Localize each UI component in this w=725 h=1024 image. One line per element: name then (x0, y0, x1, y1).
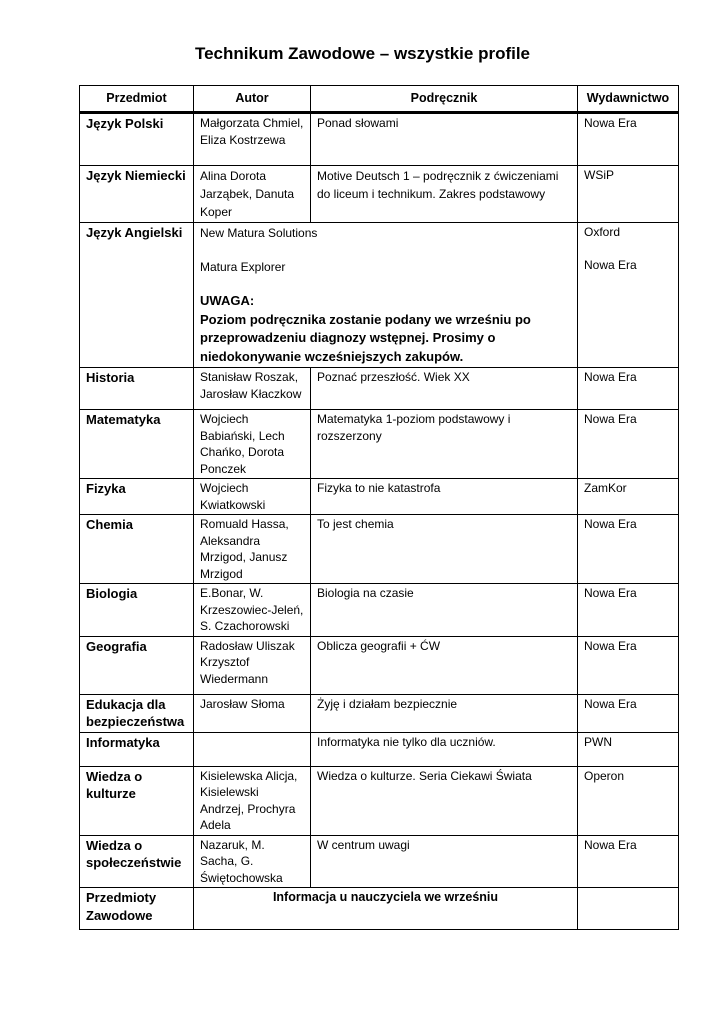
table-row (80, 479, 679, 515)
table-row (80, 694, 679, 732)
header-publisher: Wydawnictwo (578, 86, 679, 113)
subject-cell: Historia (80, 368, 194, 410)
table-row (80, 888, 679, 930)
publisher-cell: Nowa Era (578, 694, 679, 732)
notice-text: Poziom podręcznika zostanie podany we wrześniu po przeprowadzeniu diagnozy wstępnej. Prosimy o niedokonywanie wcześniejszych zakupów. (200, 311, 531, 364)
book-cell: Ponad słowami (311, 113, 578, 166)
subject-cell: Język Niemiecki (80, 166, 194, 223)
table-row (80, 223, 679, 368)
publisher-cell: Nowa Era (578, 368, 679, 410)
publisher-cell: Nowa Era (578, 636, 679, 694)
author-cell: Radosław Uliszak Krzysztof Wiedermann (194, 636, 311, 694)
author-cell: Małgorzata Chmiel, Eliza Kostrzewa (194, 113, 311, 166)
book-cell: Biologia na czasie (311, 584, 578, 637)
publisher-cell: WSiP (578, 166, 679, 223)
book-cell: W centrum uwagi (311, 835, 578, 888)
subject-cell: Matematyka (80, 410, 194, 479)
subject-cell: Edukacja dla bezpieczeństwa (80, 694, 194, 732)
textbook-table (79, 85, 679, 930)
table-row (80, 732, 679, 766)
table-row (80, 636, 679, 694)
publisher-cell: ZamKor (578, 479, 679, 515)
subject-cell: Informatyka (80, 732, 194, 766)
book-title-1: New Matura Solutions (200, 226, 318, 240)
publisher-cell (578, 888, 679, 930)
table-row (80, 835, 679, 888)
author-cell: Wojciech Babiański, Lech Chańko, Dorota Ponczek (194, 410, 311, 479)
book-cell: Wiedza o kulturze. Seria Ciekawi Świata (311, 766, 578, 835)
publisher-2: Nowa Era (584, 257, 637, 272)
book-cell: Poznać przeszłość. Wiek XX (311, 368, 578, 410)
table-row (80, 766, 679, 835)
publisher-cell: Nowa Era (578, 410, 679, 479)
merged-info-cell: Informacja u nauczyciela we wrześniu (194, 888, 578, 930)
publisher-cell: PWN (578, 732, 679, 766)
author-cell (194, 732, 311, 766)
header-subject: Przedmiot (80, 86, 194, 113)
subject-cell: Wiedza o kulturze (80, 766, 194, 835)
subject-cell: Chemia (80, 515, 194, 584)
table-row (80, 515, 679, 584)
publisher-cell: Nowa Era (578, 515, 679, 584)
table-header-row (80, 86, 679, 113)
header-author: Autor (194, 86, 311, 113)
book-cell: Informatyka nie tylko dla uczniów. (311, 732, 578, 766)
author-cell: Alina Dorota Jarząbek, Danuta Koper (194, 166, 311, 223)
publisher-cell: Nowa Era (578, 835, 679, 888)
table-row (80, 113, 679, 166)
header-book: Podręcznik (311, 86, 578, 113)
author-cell: Kisielewska Alicja, Kisielewski Andrzej, Prochyra Adela (194, 766, 311, 835)
publisher-cell: Nowa Era (578, 113, 679, 166)
table-row (80, 410, 679, 479)
table-row (80, 166, 679, 223)
book-cell-merged (194, 223, 578, 368)
publisher-1: Oxford (584, 225, 621, 239)
subject-cell: Język Angielski (80, 223, 194, 368)
publisher-cell: Operon (578, 766, 679, 835)
author-cell: Wojciech Kwiatkowski (194, 479, 311, 515)
book-cell: Oblicza geografii + ĆW (311, 636, 578, 694)
book-cell: Żyję i działam bezpiecznie (311, 694, 578, 732)
notice-label: UWAGA: (200, 293, 255, 308)
subject-cell: Geografia (80, 636, 194, 694)
book-cell: Fizyka to nie katastrofa (311, 479, 578, 515)
author-cell: Nazaruk, M. Sacha, G. Świętochowska (194, 835, 311, 888)
table-row (80, 368, 679, 410)
table-row (80, 584, 679, 637)
book-cell: Motive Deutsch 1 – podręcznik z ćwiczeniami do liceum i technikum. Zakres podstawowy (311, 166, 578, 223)
author-cell: Jarosław Słoma (194, 694, 311, 732)
subject-cell: Wiedza o społeczeństwie (80, 835, 194, 888)
publisher-cell: Nowa Era (578, 584, 679, 637)
subject-cell: Biologia (80, 584, 194, 637)
author-cell: E.Bonar, W. Krzeszowiec-Jeleń, S. Czachorowski (194, 584, 311, 637)
document-title: Technikum Zawodowe – wszystkie profile (194, 44, 531, 63)
book-cell: To jest chemia (311, 515, 578, 584)
author-cell: Romuald Hassa, Aleksandra Mrzigod, Janusz Mrzigod (194, 515, 311, 584)
publisher-cell (578, 223, 679, 368)
subject-cell: Przedmioty Zawodowe (80, 888, 194, 930)
author-cell: Stanisław Roszak, Jarosław Kłaczkow (194, 368, 311, 410)
subject-cell: Fizyka (80, 479, 194, 515)
book-title-2: Matura Explorer (200, 260, 286, 274)
book-cell: Matematyka 1-poziom podstawowy i rozszerzony (311, 410, 578, 479)
subject-cell: Język Polski (80, 113, 194, 166)
